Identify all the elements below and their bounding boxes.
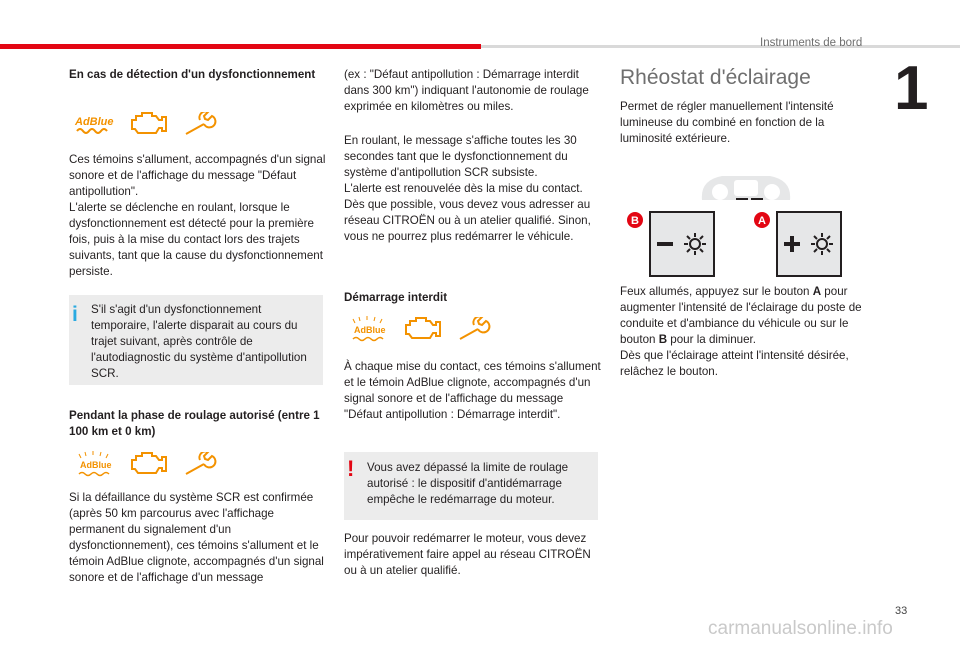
paragraph-start-prohibited: À chaque mise du contact, ces témoins s'allument et le témoin AdBlue clignote, accompagnés d'un signal sonore et de l'affichage du message "Défaut antipollution : Démarrage interdit". (344, 360, 601, 421)
warning-icons-row-2 (73, 450, 219, 485)
chapter-number: 1 (894, 54, 929, 123)
warning-icons-row-3 (347, 315, 493, 350)
section-title: Instruments de bord (760, 37, 863, 49)
paragraph-contact-network: Dès que possible, vous devez vous adresser au réseau CITROËN ou à un atelier qualifié. Sinon, vous ne pourrez plus redémarrer le véhicule. (344, 198, 591, 243)
paragraph-alert-renewed: L'alerte est renouvelée dès la mise du contact. (344, 182, 583, 195)
brightness-icon (684, 233, 706, 255)
paragraph-malfunction: Ces témoins s'allument, accompagnés d'un signal sonore et de l'affichage du message "Défaut antipollution". (69, 153, 326, 198)
heading-start-prohibited: Démarrage interdit (344, 291, 448, 304)
rheostat-intro: Permet de régler manuellement l'intensité lumineuse du combiné en fonction de la luminosité extérieure. (620, 100, 834, 145)
paragraph-autonomy-example: (ex : "Défaut antipollution : Démarrage interdit dans 300 km") indiquant l'autonomie de roulage exprimée en kilomètres ou miles. (344, 68, 589, 113)
rheostat-instructions: Feux allumés, appuyez sur le bouton A pour augmenter l'intensité de l'éclairage du poste de conduite et d'ambiance du véhicule ou sur le bouton B pour la diminuer. (620, 285, 862, 346)
wrench-icon (457, 317, 493, 348)
rheostat-release-note: Dès que l'éclairage atteint l'intensité désirée, relâchez le bouton. (620, 349, 849, 378)
dimmer-increase-button[interactable] (776, 211, 842, 277)
warning-exclamation-icon: ! (347, 456, 355, 481)
paragraph-message-frequency: En roulant, le message s'affiche toutes les 30 secondes tant que le dysfonctionnement du système d'antipollution SCR subsiste. (344, 134, 577, 179)
button-a-indicator (751, 198, 763, 200)
svg-text:B: B (631, 215, 639, 227)
dimmer-decrease-button[interactable] (649, 211, 715, 277)
paragraph-alert-trigger: L'alerte se déclenche en roulant, lorsque le dysfonctionnement est détecté pour la première fois, puis à la mise du contact lors des trajets suivants, tant que la cause du dysfonctionnement persiste. (69, 201, 323, 278)
svg-text:AdBlue: AdBlue (354, 325, 386, 335)
svg-text:AdBlue: AdBlue (80, 460, 112, 470)
instrument-panel-illustration (700, 170, 792, 210)
engine-check-icon (129, 450, 169, 485)
callout-a (753, 211, 771, 229)
paragraph-restart-engine: Pour pouvoir redémarrer le moteur, vous devez impérativement faire appel au réseau CITROËN ou à un atelier qualifié. (344, 532, 591, 577)
page-number: 33 (895, 605, 908, 617)
svg-text:AdBlue: AdBlue (75, 116, 114, 128)
svg-text:A: A (758, 215, 766, 227)
rheostat-title: Rhéostat d'éclairage (620, 66, 811, 89)
wrench-icon (183, 452, 219, 483)
adblue-blinking-icon (73, 450, 115, 485)
info-note-text: S'il s'agit d'un dysfonctionnement temporaire, l'alerte disparait au cours du trajet suivant, après contrôle de l'autodiagnostic du système d'antipollution SCR. (91, 303, 307, 380)
adblue-icon (73, 113, 115, 142)
button-b-indicator (736, 198, 748, 200)
brightness-icon (811, 233, 833, 255)
warning-note-text: Vous avez dépassé la limite de roulage autorisé : le dispositif d'antidémarrage empêche le redémarrage du moteur. (367, 461, 569, 506)
warning-icons-row-1 (73, 110, 219, 145)
paragraph-scr-failure: Si la défaillance du système SCR est confirmée (après 50 km parcourus avec l'affichage permanent du signalement d'un dysfonctionnement), ces témoins s'allument et le témoin AdBlue clignote, accompagnés d'un signal sonore et de l'affichage d'un message (69, 491, 324, 584)
wrench-icon (183, 112, 219, 143)
engine-check-icon (129, 110, 169, 145)
heading-malfunction: En cas de détection d'un dysfonctionnement (69, 68, 316, 81)
info-icon: i (72, 303, 78, 326)
engine-check-icon (403, 315, 443, 350)
header-accent-bar (0, 44, 481, 49)
watermark: carmanualsonline.info (708, 618, 893, 639)
callout-b (626, 211, 644, 229)
adblue-blinking-icon (347, 315, 389, 350)
heading-authorized-driving: Pendant la phase de roulage autorisé (entre 1 100 km et 0 km) (69, 409, 320, 438)
header-rule (481, 45, 960, 48)
